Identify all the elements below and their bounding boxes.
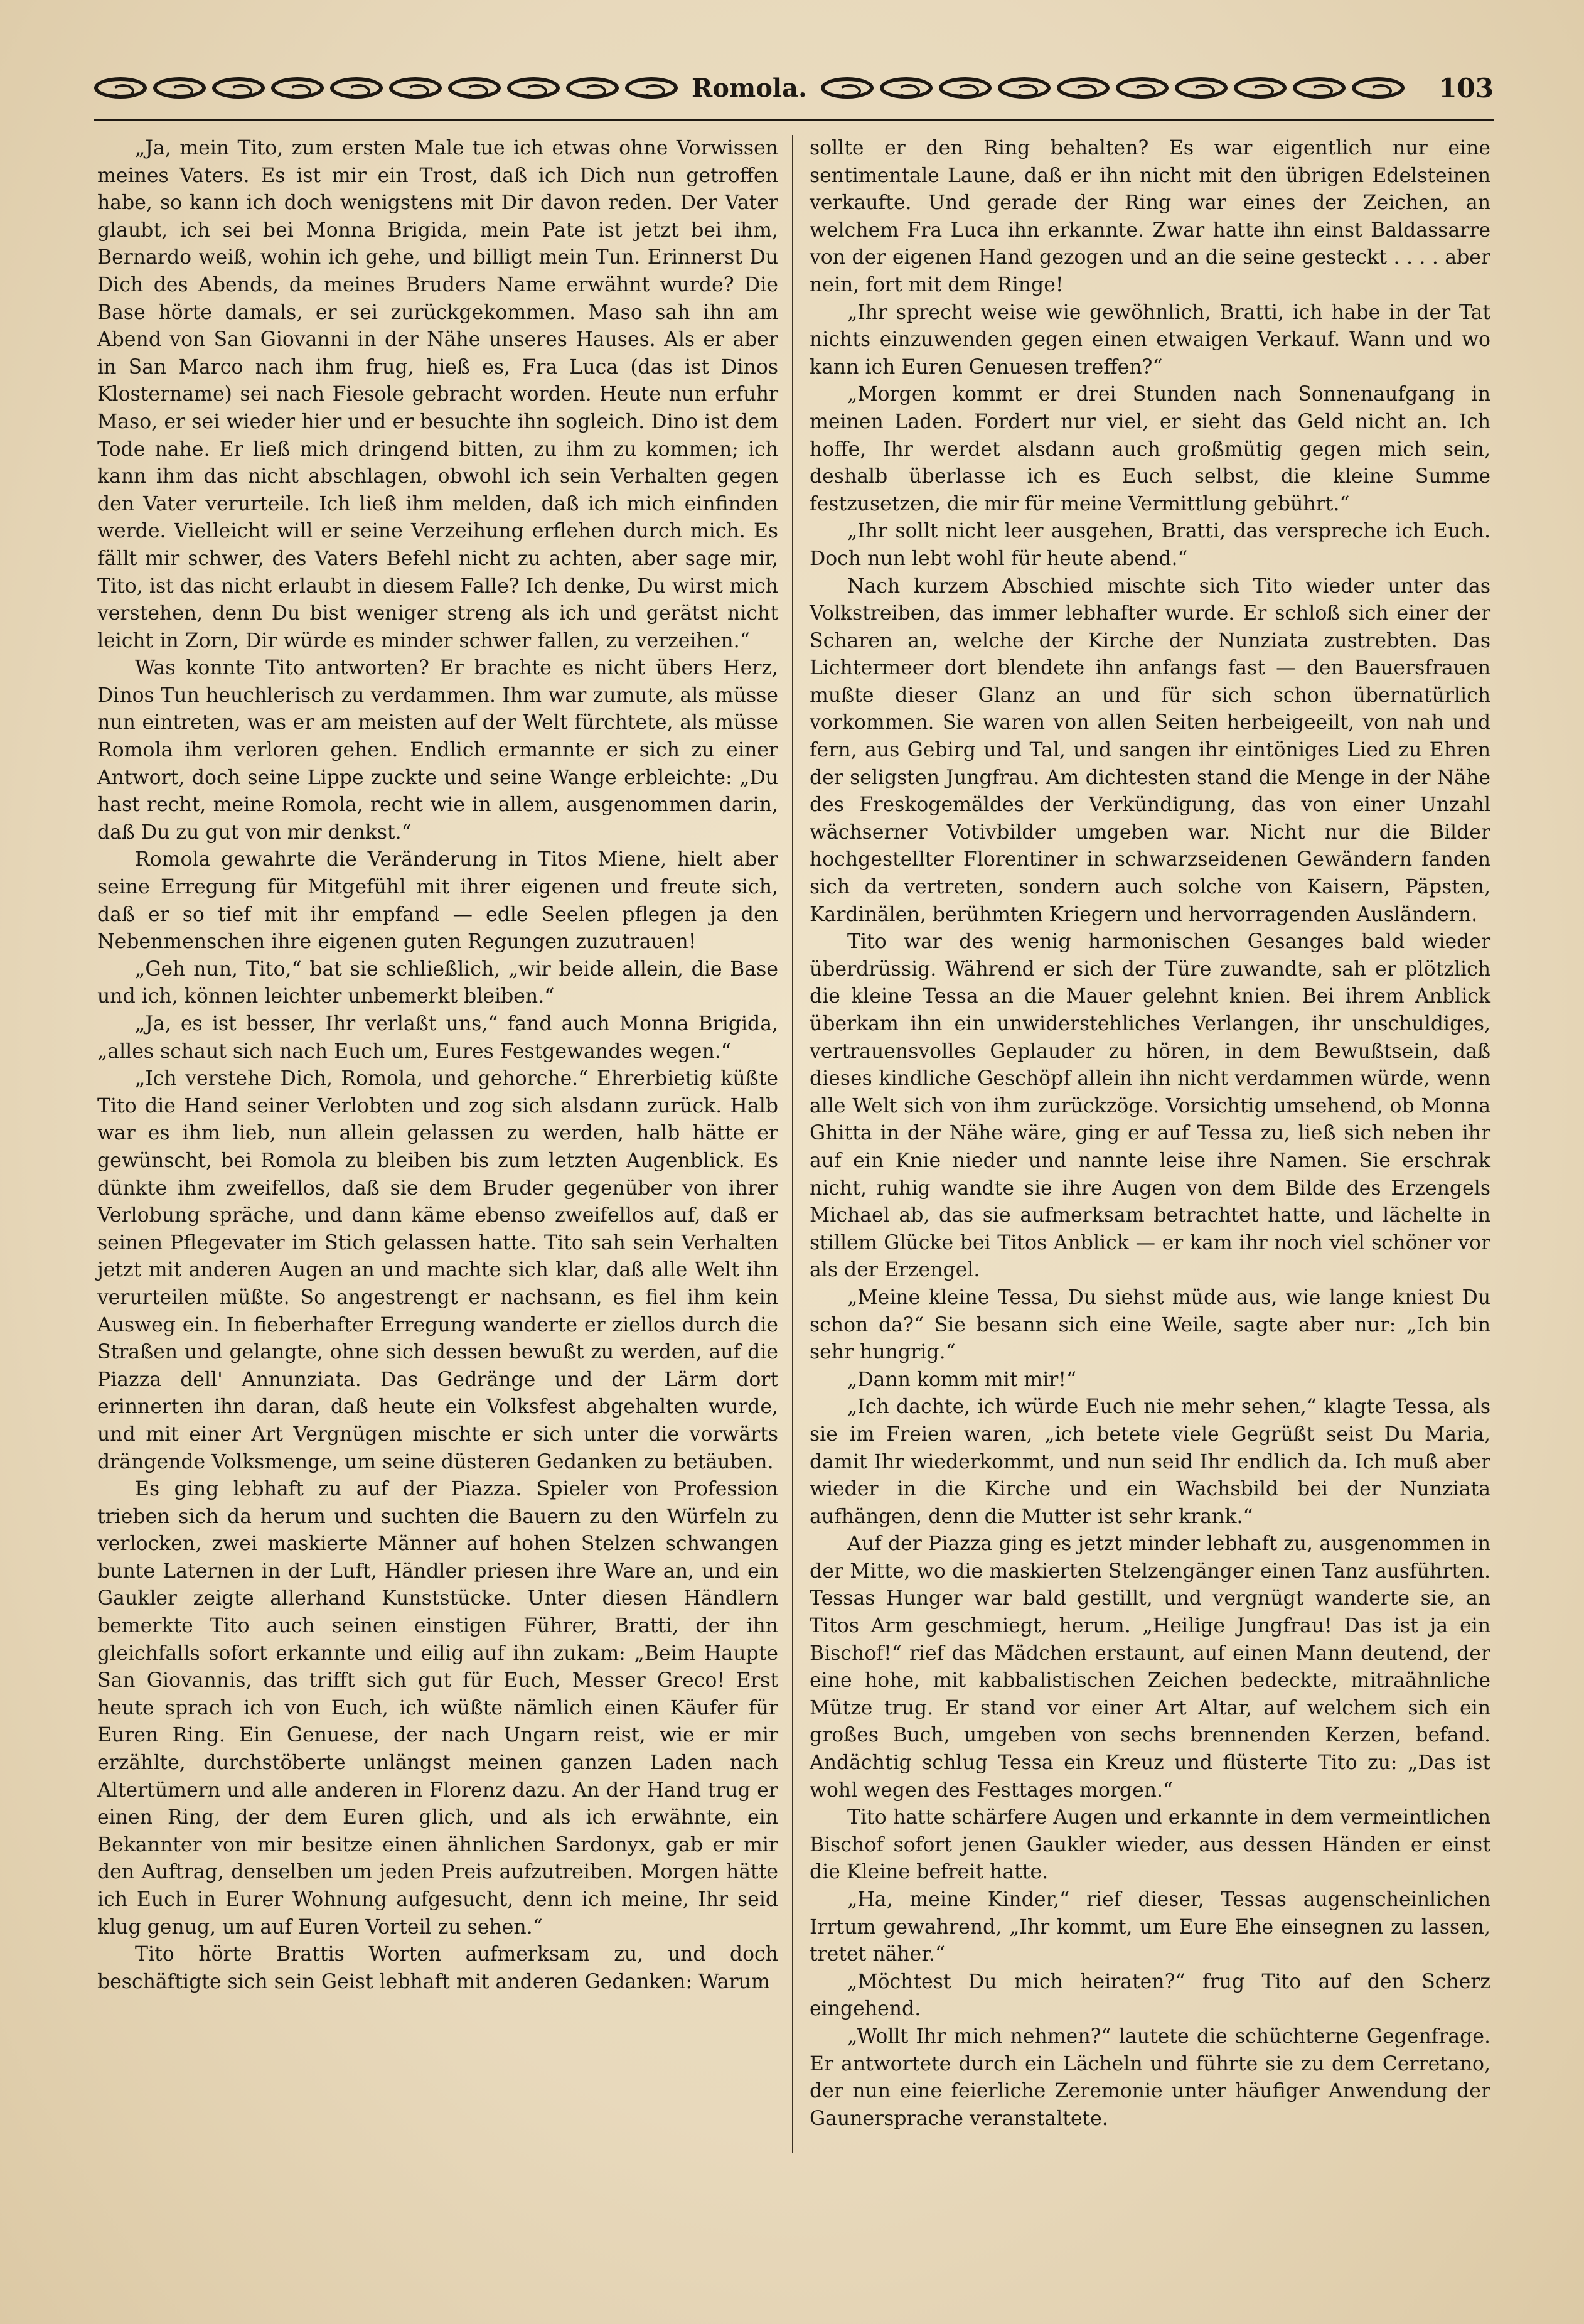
ornament-icon xyxy=(448,77,501,99)
paragraph: „Ich dachte, ich würde Euch nie mehr sehen,“ klagte Tessa, als sie im Freien waren, „ich betete viele Gegrüßt seist Du Maria, damit Ihr wiederkommt, und nun seid Ihr endlich da. Ich muß aber wieder in die Kirche und ein Wachsbild bei der Nunziata aufhängen, denn die Mutter ist sehr krank.“ xyxy=(810,1396,1490,1528)
ornament-icon xyxy=(271,77,324,99)
right-column xyxy=(810,135,1490,2133)
paragraph: „Morgen kommt er drei Stunden nach Sonnenaufgang in meinen Laden. Fordert nur viel, er sieht das Geld nicht an. Ich hoffe, Ihr werdet alsdann auch großmütig gegen mich sein, deshalb überlasse ich es Euch selbst, die kleine Summe festzusetzen, die mir für meine Vermittlung gebührt.“ xyxy=(810,383,1490,515)
ornament-icon xyxy=(821,77,874,99)
column-divider xyxy=(792,135,793,2153)
paragraph: „Wollt Ihr mich nehmen?“ lautete die schüchterne Gegenfrage. Er antwortete durch ein Lächeln und führte sie zu dem Cerretano, der nun eine feierliche Zeremonie unter häufiger Anwendung der Gaunersprache veranstaltete. xyxy=(810,2025,1490,2130)
paragraph: Tito hörte Brattis Worten aufmerksam zu, und doch beschäftigte sich sein Geist lebhaft mit anderen Gedanken: Warum xyxy=(97,1943,778,1993)
ornament-icon xyxy=(998,77,1051,99)
paragraph: „Ihr sprecht weise wie gewöhnlich, Bratti, ich habe in der Tat nichts einzuwenden gegen einen etwaigen Verkauf. Wann und wo kann ich Euren Genuesen treffen?“ xyxy=(810,301,1490,379)
paragraph: „Ihr sollt nicht leer ausgehen, Bratti, das verspreche ich Euch. Doch nun lebt wohl für heute abend.“ xyxy=(810,520,1490,570)
paragraph: Nach kurzem Abschied mischte sich Tito wieder unter das Volkstreiben, das immer lebhafter wurde. Er schloß sich einer der Scharen an, welche der Kirche der Nunziata zustrebten. Das Lichtermeer dort blendete ihn anfangs fast — den Bauersfrauen mußte dieser Glanz an und für sich schon übernatürlich vorkommen. Sie waren von allen Seiten herbeigeeilt, von nah und fern, aus Gebirg und Tal, und sangen ihr eintöniges Lied zu Ehren der seligsten Jungfrau. Am dichtesten stand die Menge in der Nähe des Freskogemäldes der Verkündigung, das von einer Unzahl wächserner Votivbilder umgeben war. Nicht nur die Bilder hochgestellter Florentiner in schwarzseidenen Gewändern fanden sich da vertreten, sondern auch solche von Kaisern, Päpsten, Kardinälen, berühmten Kriegern und hervorragenden Ausländern. xyxy=(810,574,1490,926)
ornament-icon xyxy=(94,77,147,99)
paragraph: Romola gewahrte die Veränderung in Titos Miene, hielt aber seine Erregung für Mitgefühl mit ihrer eigenen und freute sich, daß er so tief mit ihr empfand — edle Seelen pflegen ja den Nebenmenschen ihre eigenen guten Regungen zuzutrauen! xyxy=(97,848,778,954)
ornament-icon xyxy=(212,77,265,99)
ornament-icon xyxy=(1057,77,1110,99)
paragraph: „Meine kleine Tessa, Du siehst müde aus, wie lange kniest Du schon da?“ Sie besann sich eine Weile, sagte aber nur: „Ich bin sehr hungrig.“ xyxy=(810,1286,1490,1364)
paragraph: „Möchtest Du mich heiraten?“ frug Tito auf den Scherz eingehend. xyxy=(810,1970,1490,2021)
ornament-icon xyxy=(939,77,992,99)
paragraph: Tito war des wenig harmonischen Gesanges bald wieder überdrüssig. Während er sich der Türe zuwandte, sah er plötzlich die kleine Tessa an die Mauer gelehnt knien. Bei ihrem Anblick überkam ihn ein unwiderstehliches Verlangen, ihr unschuldiges, vertrauensvolles Geplauder zu hören, in dem Bewußtsein, daß dieses kindliche Geschöpf allein ihn nicht verdammen würde, wenn alle Welt sich von ihm zurückzöge. Vorsichtig umsehend, ob Monna Ghitta in der Nähe wäre, ging er auf Tessa zu, ließ sich neben ihr auf ein Knie nieder und nannte leise ihre Namen. Sie erschrak nicht, ruhig wandte sie ihre Augen von dem Bilde des Erzengels Michael ab, das sie aufmerksam betrachtet hatte, und lächelte in stillem Glücke bei Titos Anblick — er kam ihr noch viel schöner vor als der Erzengel. xyxy=(810,930,1490,1282)
ornament-icon xyxy=(625,77,678,99)
paragraph: Auf der Piazza ging es jetzt minder lebhaft zu, ausgenommen in der Mitte, wo die maskierten Stelzengänger einen Tanz ausführten. Tessas Hunger war bald gestillt, und vergnügt wanderte sie, an Titos Arm geschmiegt, herum. „Heilige Jungfrau! Das ist ja ein Bischof!“ rief das Mädchen erstaunt, auf einen Mann deutend, der eine hohe, mit kabbalistischen Zeichen bedeckte, mitraähnliche Mütze trug. Er stand vor einer Art Altar, auf welchem sich ein großes Buch, umgeben von sechs brennenden Kerzen, befand. Andächtig schlug Tessa ein Kreuz und flüsterte Tito zu: „Das ist wohl wegen des Festtages morgen.“ xyxy=(810,1532,1490,1802)
ornament-icon xyxy=(880,77,933,99)
ornament-icon xyxy=(1234,77,1287,99)
running-header xyxy=(94,69,1494,107)
ornament-icon xyxy=(566,77,619,99)
paragraph: Tito hatte schärfere Augen und erkannte in dem vermeintlichen Bischof sofort jenen Gaukler wieder, aus dessen Händen er einst die Kleine befreit hatte. xyxy=(810,1806,1490,1884)
paragraph: „Ja, mein Tito, zum ersten Male tue ich etwas ohne Vorwissen meines Vaters. Es ist mir ein Trost, daß ich Dich nun getroffen habe, so kann ich doch wenigstens mit Dir davon reden. Der Vater glaubt, ich sei bei Monna Brigida, mein Pate ist jetzt bei ihm, Bernardo weiß, wohin ich gehe, und billigt mein Tun. Erinnerst Du Dich des Abends, da meines Bruders Name erwähnt wurde? Die Base hörte damals, er sei zurückgekommen. Maso sah ihn am Abend von San Giovanni in der Nähe unseres Hauses. Als er aber in San Marco nach ihm frug, hieß es, Fra Luca (das ist Dinos Klostername) sei nach Fiesole gebracht worden. Heute nun erfuhr Maso, er sei wieder hier und er besuchte ihn sogleich. Dino ist dem Tode nahe. Er ließ mich dringend bitten, zu ihm zu kommen; ich kann ihm das nicht abschlagen, obwohl ich sein Verhalten gegen den Vater verurteile. Ich ließ ihm melden, daß ich mich einfinden werde. Vielleicht will er seine Verzeihung erflehen durch mich. Es fällt mir schwer, des Vaters Befehl nicht zu achten, aber sage mir, Tito, ist das nicht erlaubt in diesem Falle? Ich denke, Du wirst mich verstehen, denn Du bist weniger streng als ich und gerätst nicht leicht in Zorn, Dir würde es minder schwer fallen, zu verzeihen.“ xyxy=(97,137,778,652)
paragraph: Was konnte Tito antworten? Er brachte es nicht übers Herz, Dinos Tun heuchlerisch zu verdammen. Ihm war zumute, als müsse nun eintreten, was er am meisten auf der Welt fürchtete, als müsse Romola ihm verloren gehen. Endlich ermannte er sich zu einer Antwort, doch seine Lippe zuckte und seine Wange erbleichte: „Du hast recht, meine Romola, recht wie in allem, ausgenommen darin, daß Du zu gut von mir denkst.“ xyxy=(97,657,778,844)
running-title: Romola. xyxy=(692,73,807,103)
paragraph: „Ich verstehe Dich, Romola, und gehorche.“ Ehrerbietig küßte Tito die Hand seiner Verlobten und zog sich alsdann zurück. Halb war es ihm lieb, nun allein gelassen zu werden, halb hätte er gewünscht, bei Romola zu bleiben bis zum letzten Augenblick. Es dünkte ihm zweifellos, daß sie dem Bruder gegenüber von ihrer Verlobung spräche, und dann käme ebenso zweifellos auf, daß er seinen Pflegevater im Stich gelassen hatte. Tito sah sein Verhalten jetzt mit anderen Augen an und machte sich klar, daß alle Welt ihn verurteilen müßte. So angestrengt er nachsann, es fiel ihm kein Ausweg ein. In fieberhafter Erregung wanderte er ziellos durch die Straßen und gelangte, ohne sich dessen bewußt zu werden, auf die Piazza dell' Annunziata. Das Gedränge und der Lärm dort erinnerten ihn daran, daß heute ein Volksfest abgehalten wurde, und mit einer Art Vergnügen mischte er sich unter die vorwärts drängende Volksmenge, um seine düsteren Gedanken zu betäuben. xyxy=(97,1067,778,1473)
ornament-icon xyxy=(1352,77,1405,99)
ornament-icon xyxy=(1175,77,1228,99)
page-number: 103 xyxy=(1438,72,1494,104)
ornament-icon xyxy=(1293,77,1346,99)
ornament-icon xyxy=(153,77,206,99)
ornament-icon xyxy=(330,77,383,99)
header-rule xyxy=(94,119,1494,121)
paragraph: „Dann komm mit mir!“ xyxy=(847,1368,1077,1391)
header-ornament-left xyxy=(94,77,678,99)
paragraph: „Ja, es ist besser, Ihr verlaßt uns,“ fand auch Monna Brigida, „alles schaut sich nach Euch um, Eures Festgewandes wegen.“ xyxy=(97,1013,778,1063)
paragraph: „Ha, meine Kinder,“ rief dieser, Tessas augenscheinlichen Irrtum gewahrend, „Ihr kommt, um Eure Ehe einsegnen zu lassen, tretet näher.“ xyxy=(810,1888,1490,1966)
header-ornament-right xyxy=(821,77,1405,99)
left-column xyxy=(97,135,778,1996)
ornament-icon xyxy=(1116,77,1169,99)
paragraph: Es ging lebhaft zu auf der Piazza. Spieler von Profession trieben sich da herum und suchten die Bauern zu den Würfeln zu verlocken, zwei maskierte Männer auf hohen Stelzen schwangen bunte Laternen in der Luft, Händler priesen ihre Ware an, und ein Gaukler zeigte allerhand Kunststücke. Unter diesen Händlern bemerkte Tito auch seinen einstigen Führer, Bratti, der ihn gleichfalls sofort erkannte und eilig auf ihn zukam: „Beim Haupte San Giovannis, das trifft sich gut für Euch, Messer Greco! Erst heute sprach ich von Euch, ich wüßte nämlich einen Käufer für Euren Ring. Ein Genuese, der nach Ungarn reist, wie er mir erzählte, durchstöberte unlängst meinen ganzen Laden nach Altertümern und alle anderen in Florenz dazu. An der Hand trug er einen Ring, der dem Euren glich, und als ich erwähnte, ein Bekannter von mir besitze einen ähnlichen Sardonyx, gab er mir den Auftrag, denselben um jeden Preis aufzutreiben. Morgen hätte ich Euch in Eurer Wohnung aufgesucht, denn ich meine, Ihr seid klug genug, um auf Euren Vorteil zu sehen.“ xyxy=(97,1478,778,1939)
ornament-icon xyxy=(507,77,560,99)
paragraph: sollte er den Ring behalten? Es war eigentlich nur eine sentimentale Laune, daß er ihn nicht mit den übrigen Edelsteinen verkaufte. Und gerade der Ring war eines der Zeichen, an welchem Fra Luca ihn erkannte. Zwar hatte ihn einst Baldassarre von der eigenen Hand gezogen und an die seine gesteckt . . . . aber nein, fort mit dem Ringe! xyxy=(810,137,1490,296)
ornament-icon xyxy=(389,77,442,99)
paragraph: „Geh nun, Tito,“ bat sie schließlich, „wir beide allein, die Base und ich, können leichter unbemerkt bleiben.“ xyxy=(97,957,778,1008)
